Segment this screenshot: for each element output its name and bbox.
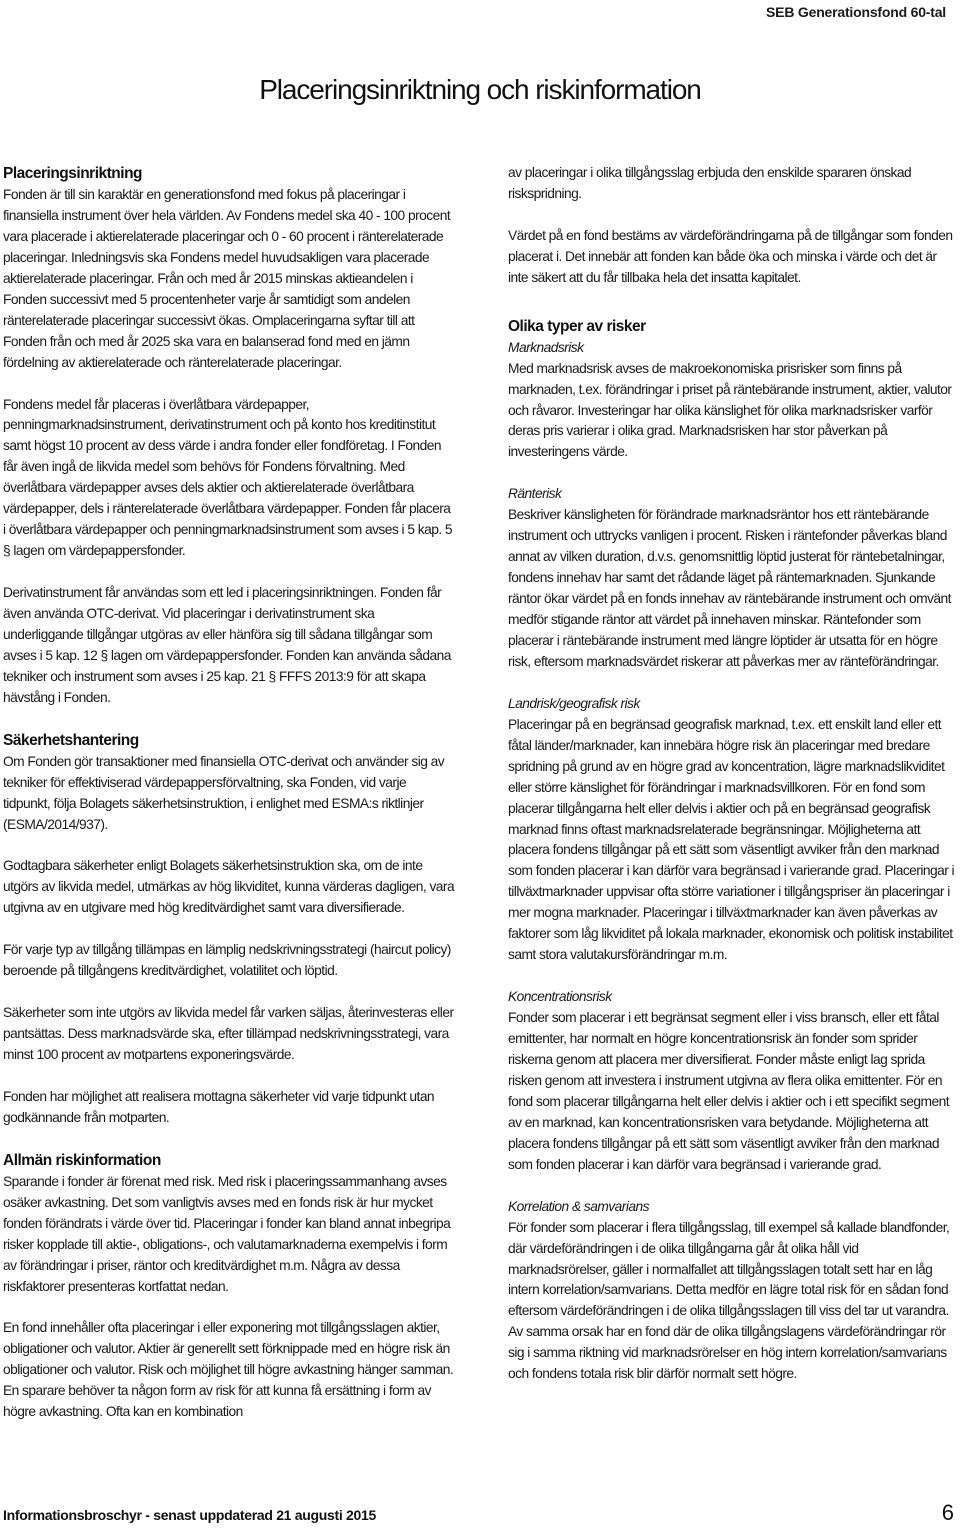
paragraph-haircut-policy: För varje typ av tillgång tillämpas en lämplig nedskrivningsstrategi (haircut policy) beroende på tillgångens kreditvärdighet, volatilitet och löptid.	[3, 942, 451, 979]
subheading-marknadsrisk: Marknadsrisk	[508, 339, 584, 355]
paragraph-fund-character: Fonden är till sin karaktär en generationsfond med fokus på placeringar i finansiella instrument över hela världen. Av Fondens medel ska 40 - 100 procent vara placerade i aktierelaterade placeringar och 0 - 60 procent i ränterelaterade placeringar. Inledningsvis ska Fondens medel huvudsakligen vara placerade aktierelaterade placeringar. Från och med år 2015 minskas aktieandelen i Fonden successivt med 5 procentenheter varje år samtidigt som andelen ränterelaterade placeringar successivt ökas. Omplaceringarna syftar till att Fonden från och med år 2025 ska vara en balanserad fond med en jämn fördelning av aktierelaterade och ränterelaterade placeringar.	[3, 187, 451, 370]
paragraph-koncentrationsrisk: Fonder som placerar i ett begränsat segment eller i viss bransch, eller ett fåtal emittenter, har normalt en högre koncentrationsrisk än fonder som sprider riskerna genom att placera mer diversifierat. Fonder måste enligt lag sprida risken genom att investera i instrument utgivna av flera olika emittenter. För en fond som placerar tillgångarna helt eller delvis i aktier och i ett specifikt segment av en marknad, kan koncentrationsrisken vara betydande. Möjligheterna att placera fondens tillgångar på ett sätt som väsentligt avviker från den marknad som fonden placerar i kan därför vara begränsad i varierande grad.	[508, 1010, 949, 1172]
paragraph-otc-collateral: Om Fonden gör transaktioner med finansiella OTC-derivat och använder sig av tekniker för effektiviserad värdepappersförvaltning, ska Fonden, vid varje tidpunkt, följa Bolagets säkerhetsinstruktion, i enlighet med ESMA:s riktlinjer (ESMA/2014/937).	[3, 753, 445, 832]
paragraph-acceptable-collateral: Godtagbara säkerheter enligt Bolagets säkerhetsinstruktion ska, om de inte utgörs av likvida medel, utmärkas av hög likviditet, kunna värderas dagligen, vara utgivna av en utgivare med hög kreditvärdighet samt vara diversifierade.	[3, 858, 455, 916]
paragraph-landrisk: Placeringar på en begränsad geografisk marknad, t.ex. ett enskilt land eller ett fåtal länder/marknader, kan innebära högre risk än placeringar med bredare spridning på grund av en högre grad av koncentration, lägre marknadslikviditet eller större känslighet för förändringar i marknadsvillkoren. För en fond som placerar tillgångarna helt eller delvis i aktier och på en begränsad geografisk marknad finns oftast marknadsrelaterade begränsningar. Möjligheterna att placera fondens tillgångar på ett sätt som väsentligt avviker från den marknad som fonden placerar i kan därför vara begränsad i varierande grad. Placeringar i tillväxtmarknader uppvisar ofta större variationer i tillgångspriser än placeringar i mer mogna marknader. Placeringar i tillväxtmarknader kan även påverkas av faktorer som låg likviditet på lokala marknader, ekonomisk och politisk instabilitet samt stora valutakursförändringar m.m.	[508, 716, 955, 963]
section-heading-allman-riskinformation: Allmän riskinformation	[3, 1151, 161, 1169]
paragraph-fund-value: Värdet på en fond bestäms av värdeförändringarna på de tillgångar som fonden placerat i. Det innebär att fonden kan både öka och minska i värde och det är inte säkert att du får tillbaka hela det insatta kapitalet.	[508, 227, 953, 285]
subheading-ranterisk: Ränterisk	[508, 486, 562, 502]
paragraph-collateral-reuse: Säkerheter som inte utgörs av likvida medel får varken säljas, återinvesteras eller pantsättas. Dess marknadsvärde ska, efter tillämpad nedskrivningsstrategi, vara minst 100 procent av motpartens exponeringsvärde.	[3, 1005, 454, 1063]
paragraph-derivatives: Derivatinstrument får användas som ett led i placeringsinriktningen. Fonden får även använda OTC-derivat. Vid placeringar i derivatinstrument ska underliggande tillgångar utgöras av eller hänföra sig till sådana tillgångar som avses i 5 kap. 12 § lagen om värdepappersfonder. Fonden kan använda sådana tekniker och instrument som avses i 25 kap. 21 § FFFS 2013:9 för att skapa hävstång i Fonden.	[3, 585, 451, 705]
left-column	[3, 163, 455, 1444]
footer-document-info: Informationsbroschyr - senast uppdaterad 21 augusti 2015	[3, 1507, 376, 1523]
footer-page-number: 6	[941, 1500, 954, 1525]
paragraph-allowed-instruments: Fondens medel får placeras i överlåtbara värdepapper, penningmarknadsinstrument, derivatinstrument och på konto hos kreditinstitut samt högst 10 procent av dess värde i andra fonder eller fondföretag. I Fonden får även ingå de likvida medel som behövs för Fondens förvaltning. Med överlåtbara värdepapper avses dels aktier och aktierelaterade överlåtbara värdepapper, dels i ränterelaterade överlåtbara värdepapper. Fonden får placera i överlåtbara värdepapper och penningmarknadsinstrument som avses i 5 kap. 5 § lagen om värdepappersfonder.	[3, 396, 453, 559]
subheading-korrelation: Korrelation & samvarians	[508, 1198, 649, 1214]
section-heading-olika-typer: Olika typer av risker	[508, 317, 646, 335]
paragraph-risk-spread: av placeringar i olika tillgångsslag erbjuda den enskilde spararen önskad riskspridning.	[508, 165, 912, 201]
subheading-landrisk: Landrisk/geografisk risk	[508, 695, 640, 711]
paragraph-collateral-realisation: Fonden har möjlighet att realisera mottagna säkerheter vid varje tidpunkt utan godkännande från motparten.	[3, 1088, 435, 1125]
running-header-title: SEB Generationsfond 60-tal	[766, 4, 946, 20]
subheading-koncentrationsrisk: Koncentrationsrisk	[508, 989, 612, 1005]
paragraph-korrelation: För fonder som placerar i flera tillgångsslag, till exempel så kallade blandfonder, där värdeförändringen i de olika tillgångarna går åt olika håll vid marknadsrörelser, gäller i normalfallet att tillgångsslagen totalt sett har en låg intern korrelation/samvarians. Detta medför en lägre total risk för en sådan fond eftersom värdeförändringen i de olika tillgångsslagen till viss del tar ut varandra. Av samma orsak har en fond där de olika tillgångslagens värdeförändringar rör sig i samma riktning vid marknadsrörelser en hög intern korrelation/samvarians och fondens totala risk blir därför normalt sett högre.	[508, 1219, 950, 1382]
paragraph-marknadsrisk: Med marknadsrisk avses de makroekonomiska prisrisker som finns på marknaden, t.ex. förändringar i priset på räntebärande instrument, aktier, valutor och råvaror. Investeringar har olika känslighet för olika marknadsrisker varför deras pris varierar i olika grad. Marknadsrisken har stor påverkan på investeringens värde.	[508, 360, 952, 460]
paragraph-ranterisk: Beskriver känsligheten för förändrade marknadsräntor hos ett räntebärande instrument och uttrycks vanligen i procent. Risken i räntefonder påverkas bland annat av vilken duration, d.v.s. genomsnittlig löptid justerat för räntebetalningar, fondens innehav har samt det rådande läget på räntemarknaden. Sjunkande räntor ökar värdet på en fonds innehav av räntebärande instrument och omvänt medför stigande räntor att värdet på innehaven minskar. Räntefonder som placerar i räntebärande instrument med längre löptider är utsatta för en högre risk, eftersom marknadsvärdet riskerar att påverkas mer av ränteförändringar.	[508, 507, 951, 669]
section-heading-placeringsinriktning: Placeringsinriktning	[3, 165, 143, 182]
section-heading-sakerhetshantering: Säkerhetshantering	[3, 731, 139, 749]
paragraph-general-risk: Sparande i fonder är förenat med risk. Med risk i placeringssammanhang avses osäker avkastning. Det som vanligtvis avses med en fonds risk är hur mycket fonden förändrats i värde över tid. Placeringar i fonder kan bland annat inbegripa risker kopplade till aktie-, obligations-, och valutamarknaderna exempelvis i form av förändringar i priser, räntor och kreditvärdighet m.m. Några av dessa riskfaktorer presenteras kortfattat nedan.	[3, 1173, 451, 1294]
paragraph-asset-classes: En fond innehåller ofta placeringar i eller exponering mot tillgångsslagen aktier, obligationer och valutor. Aktier är generellt sett förknippade med en högre risk än obligationer och valutor. Risk och möjlighet till högre avkastning hänger samman. En sparare behöver ta någon form av risk för att kunna få ersättning i form av högre avkastning. Ofta kan en kombination	[3, 1320, 454, 1420]
right-column	[508, 163, 958, 1406]
page-title: Placeringsinriktning och riskinformation	[259, 74, 701, 105]
